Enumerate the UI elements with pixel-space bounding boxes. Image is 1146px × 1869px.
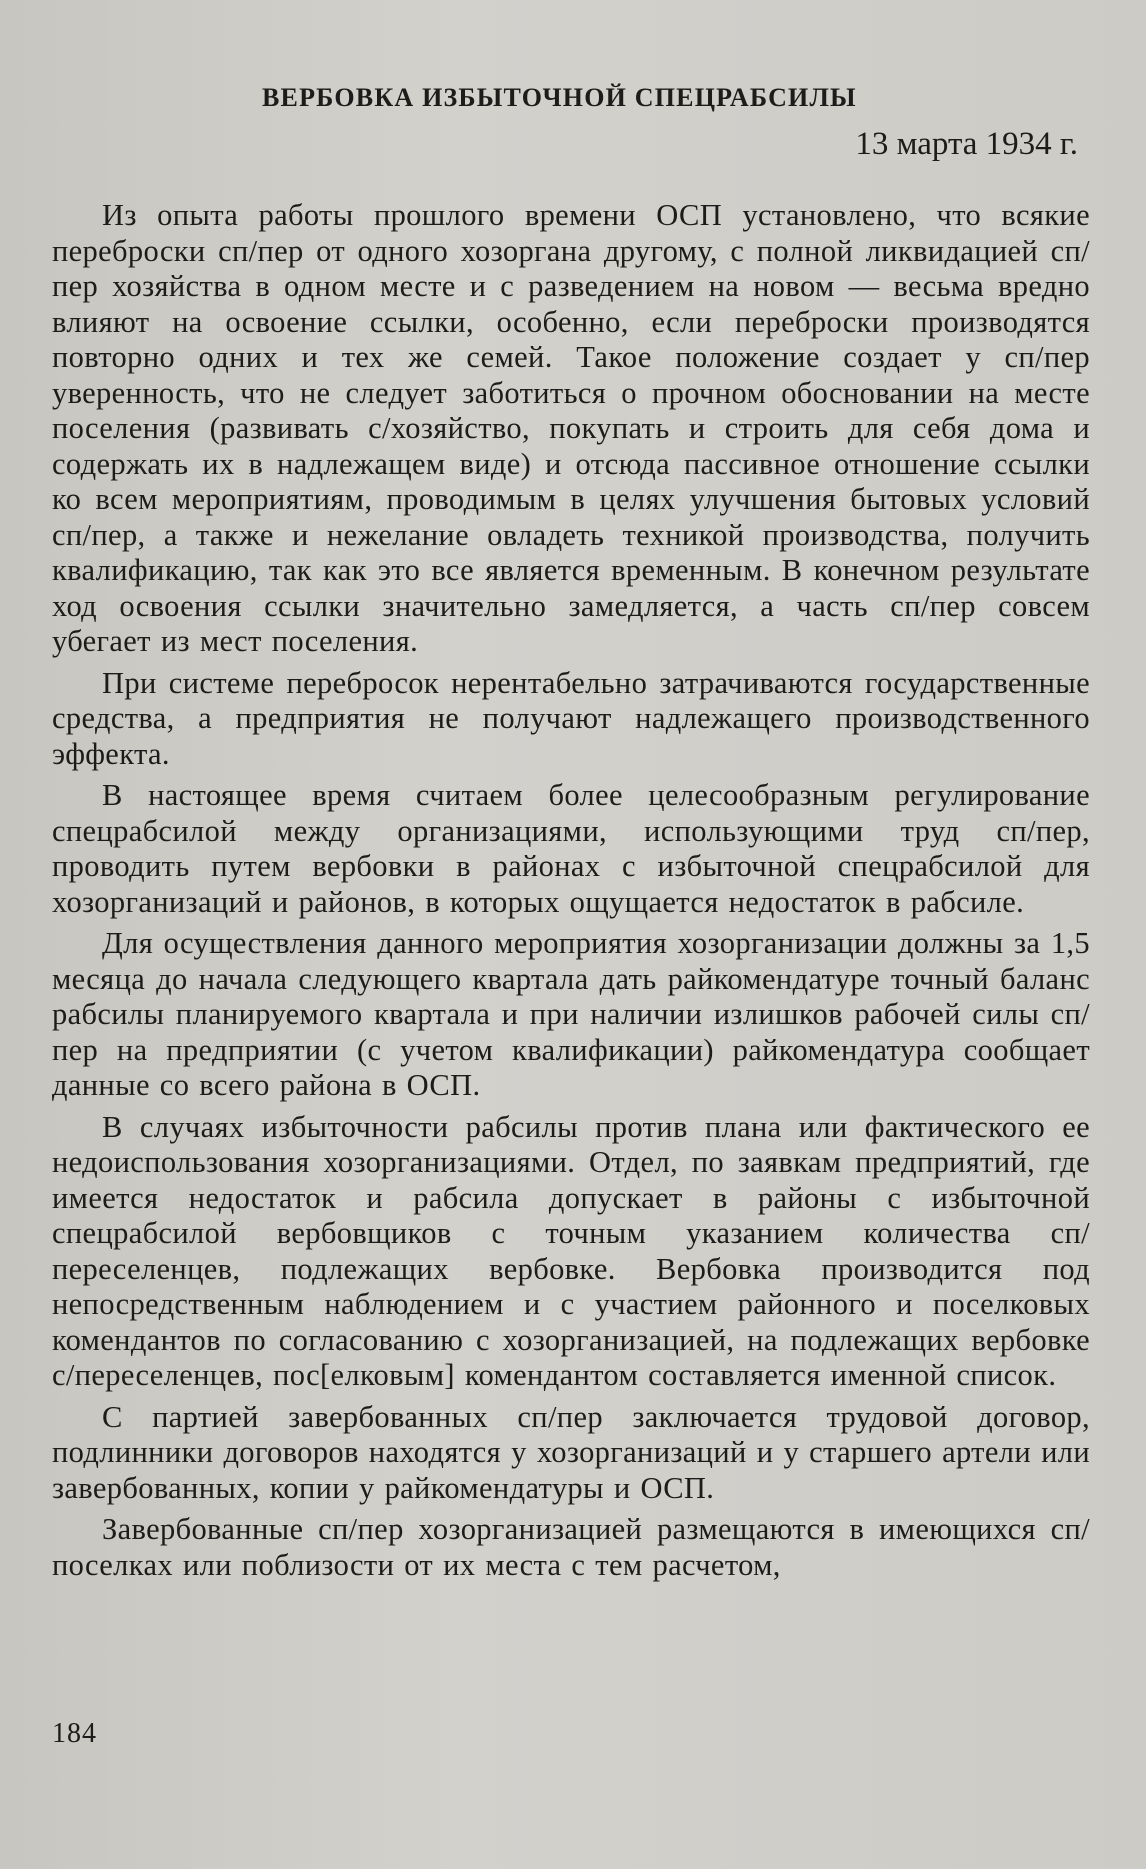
paragraph-4: Для осуществления данного мероприятия хозорганизации должны за 1,5 месяца до начала следующего квартала дать райкомендатуре точный баланс рабсилы планируемого квартала и при наличии излишков рабочей силы сп/пер на предприятии (с учетом квалификации) райкомендатура сообщает данные со всего района в ОСП. xyxy=(52,926,1090,1102)
paragraph-3: В настоящее время считаем более целесообразным регулирование спецрабсилой между организациями, использующими труд сп/пер, проводить путем вербовки в районах с избыточной спецрабсилой для хозорганизаций и районов, в которых ощущается недостаток в рабсиле. xyxy=(52,778,1090,919)
paragraph-7: Завербованные сп/пер хозорганизацией размещаются в имеющихся сп/поселках или поблизости от их места с тем расчетом, xyxy=(52,1512,1090,1582)
paragraph-2: При системе перебросок нерентабельно затрачиваются государственные средства, а предприятия не получают надлежащего производственного эффекта. xyxy=(52,665,1090,771)
page-number: 184 xyxy=(52,1718,97,1749)
document-date: 13 марта 1934 г. xyxy=(855,126,1078,162)
document-title: ВЕРБОВКА ИЗБЫТОЧНОЙ СПЕЦРАБСИЛЫ xyxy=(262,83,857,112)
document-body xyxy=(52,68,1090,1589)
paragraph-5: В случаях избыточности рабсилы против плана или фактического ее недоиспользования хозорганизациями. Отдел, по заявкам предприятий, где имеется недостаток и рабсила допускает в районы с избыточной спецрабсилой вербовщиков с точным указанием количества сп/переселенцев, подлежащих вербовке. Вербовка производится под непосредственным наблюдением и с участием районного и поселковых комендантов по согласованию с хозорганизацией, на подлежащих вербовке с/переселенцев, пос[елковым] комендантом составляется именной список. xyxy=(52,1109,1090,1392)
paragraph-6: С партией завербованных сп/пер заключается трудовой договор, подлинники договоров находятся у хозорганизаций и у старшего артели или завербованных, копии у райкомендатуры и ОСП. xyxy=(52,1399,1090,1505)
paragraph-1: Из опыта работы прошлого времени ОСП установлено, что всякие переброски сп/пер от одного хозоргана другому, с полной ликвидацией сп/пер хозяйства в одном месте и с разведением на новом — весьма вредно влияют на освоение ссылки, особенно, если переброски производятся повторно одних и тех же семей. Такое положение создает у сп/пер уверенность, что не следует заботиться о прочном обосновании на месте поселения (развивать с/хозяйство, покупать и строить для себя дома и содержать их в надлежащем виде) и отсюда пассивное отношение ссылки ко всем мероприятиям, проводимым в целях улучшения бытовых условий сп/пер, а также и нежелание овладеть техникой производства, получить квалификацию, так как это все является временным. В конечном результате ход освоения ссылки значительно замедляется, а часть сп/пер совсем убегает из мест поселения. xyxy=(52,198,1090,658)
